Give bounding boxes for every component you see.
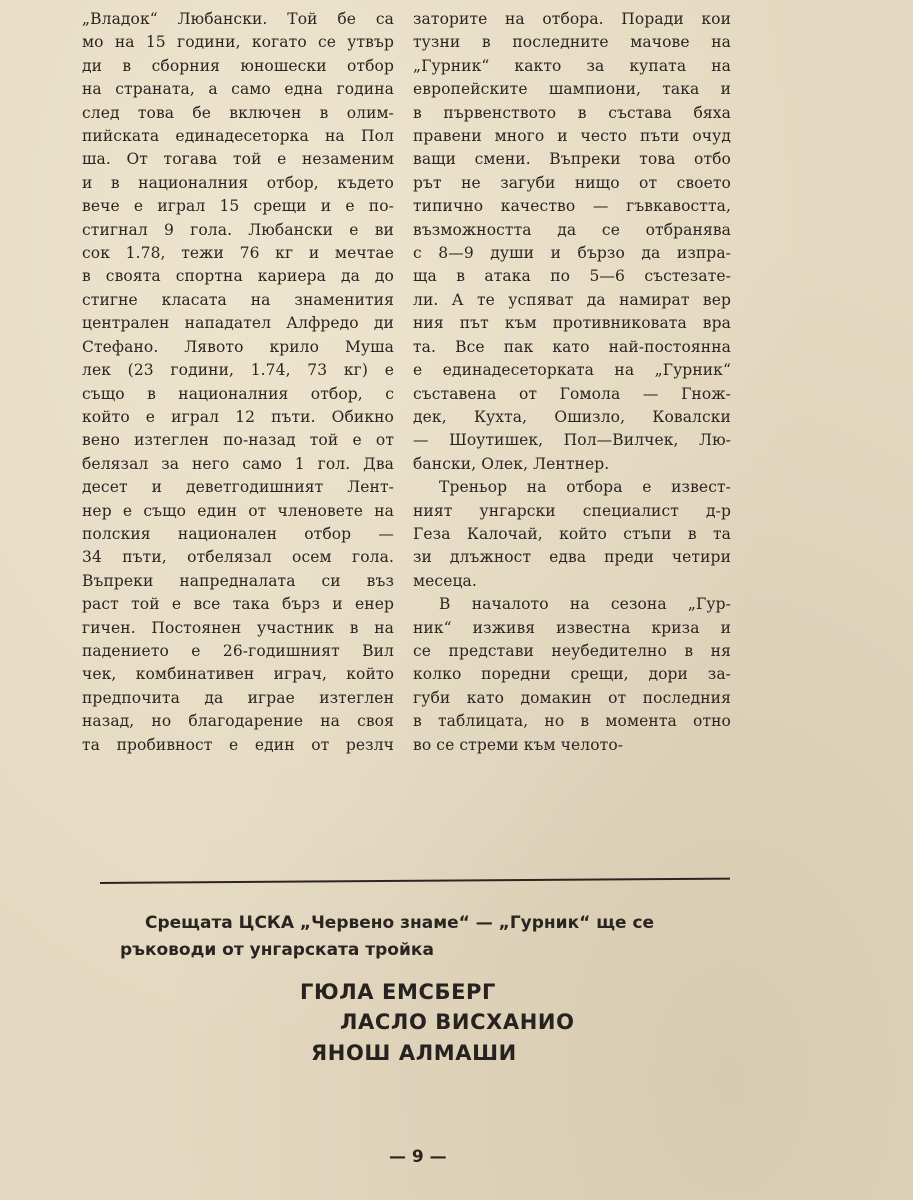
article-line: сок 1.78, тежи 76 кг и мечтае [82, 244, 394, 263]
article-line: пийската единадесеторка на Пол [82, 127, 394, 146]
article-line: също в националния отбор, с [82, 384, 394, 403]
article-line: след това бе включен в олим- [82, 103, 394, 122]
article-line: та. Все пак като най-постоянна [413, 337, 731, 356]
article-line: ша. От тогава той е незаменим [82, 150, 394, 169]
article-line: стигнал 9 гола. Любански е ви [82, 220, 394, 239]
article-line: вено изтеглен по-назад той е от [82, 431, 394, 450]
article-line: десет и деветгодишният Лент- [82, 478, 394, 497]
horizontal-divider [100, 878, 730, 884]
article-line: мо на 15 години, когато се утвър [82, 33, 394, 52]
article-line: заторите на отбора. Поради кои [413, 10, 731, 28]
article-line: та пробивност е един от резлч [82, 735, 394, 754]
article-line: колко поредни срещи, дори за- [413, 665, 731, 684]
article-line: е единадесеторката на „Гурник“ [413, 361, 731, 380]
article-line: типично качество — гъвкавостта, [413, 197, 731, 216]
article-line: съставена от Гомола — Гнож- [413, 384, 731, 403]
article-line: назад, но благодарение на своя [82, 712, 394, 731]
article-line: „Гурник“ както за купата на [413, 56, 731, 75]
article-line: възможността да се отбранява [413, 220, 731, 239]
article-line: полския национален отбор — [82, 524, 394, 543]
article-line: белязал за него само 1 гол. Два [82, 454, 394, 473]
announcement-line: ръководи от унгарската тройка [120, 940, 434, 960]
article-line: ли. А те успяват да намират вер [413, 290, 731, 309]
article-right-column [413, 8, 731, 757]
article-line: предпочита да играе изтеглен [82, 688, 394, 707]
article-line: В началото на сезона „Гур- [439, 595, 731, 614]
article-line: рът не загуби нищо от своето [413, 173, 731, 192]
article-line: дек, Кухта, Ошизло, Ковалски [413, 407, 731, 426]
article-line: губи като домакин от последния [413, 688, 731, 707]
article-line: Треньор на отбора е извест- [439, 478, 731, 497]
article-line: се представи неубедително в ня [413, 641, 731, 660]
referee-name: ЯНОШ АЛМАШИ [311, 1041, 517, 1065]
article-line: ния път към противниковата вра [413, 314, 731, 333]
article-line: ща в атака по 5—6 състезате- [413, 267, 731, 286]
article-line: в таблицата, но в момента отно [413, 712, 731, 731]
referee-announcement [120, 910, 745, 964]
article-line: ният унгарски специалист д-р [413, 501, 731, 520]
article-line: месеца. [413, 571, 477, 590]
article-line: тузни в последните мачове на [413, 33, 731, 52]
article-line: стигне класата на знаменития [82, 290, 394, 309]
article-line: и в националния отбор, където [82, 173, 394, 192]
article-line: вече е играл 15 срещи и е по- [82, 197, 394, 216]
article-line: в първенството в състава бяха [413, 103, 731, 122]
page-number: — 9 — [389, 1147, 447, 1167]
article-line: „Владок“ Любански. Той бе са [82, 10, 394, 28]
article-line: Въпреки напредналата си въз [82, 571, 394, 590]
article-line: гичен. Постоянен участник в на [82, 618, 394, 637]
article-line: раст той е все така бърз и енер [82, 595, 394, 614]
article-line: ди в сборния юношески отбор [82, 56, 394, 75]
article-line: централен нападател Алфредо ди [82, 314, 394, 333]
article-line: — Шоутишек, Пол—Вилчек, Лю- [413, 431, 731, 450]
article-line: ник“ изживя известна криза и [413, 618, 731, 637]
article-line: нер е също един от членовете на [82, 501, 394, 520]
article-line: европейските шампиони, така и [413, 80, 731, 99]
announcement-line: Срещата ЦСКА „Червено знаме“ — „Гурник“ ще се [145, 913, 655, 933]
article-line: който е играл 12 пъти. Обикно [82, 407, 394, 426]
article-line: зи длъжност едва преди четири [413, 548, 731, 567]
article-line: правени много и често пъти очуд [413, 127, 731, 146]
article-left-column [82, 8, 394, 757]
article-line: бански, Олек, Лентнер. [413, 454, 610, 473]
article-line: Геза Калочай, който стъпи в та [413, 524, 731, 543]
article-line: падението е 26-годишният Вил [82, 641, 394, 660]
article-line: чек, комбинативен играч, който [82, 665, 394, 684]
article-line: 34 пъти, отбелязал осем гола. [82, 548, 394, 567]
article-line: с 8—9 души и бързо да изпра- [413, 244, 731, 263]
article-line: во се стреми към челото- [413, 735, 624, 754]
article-line: в своята спортна кариера да до [82, 267, 394, 286]
article-line: лек (23 години, 1.74, 73 кг) е [82, 361, 394, 380]
article-line: на страната, а само една година [82, 80, 394, 99]
article-line: ващи смени. Въпреки това отбо [413, 150, 731, 169]
referee-name: ГЮЛА ЕМСБЕРГ [300, 980, 497, 1004]
article-line: Стефано. Лявото крило Муша [82, 337, 394, 356]
referee-name: ЛАСЛО ВИСХАНИО [340, 1010, 575, 1034]
